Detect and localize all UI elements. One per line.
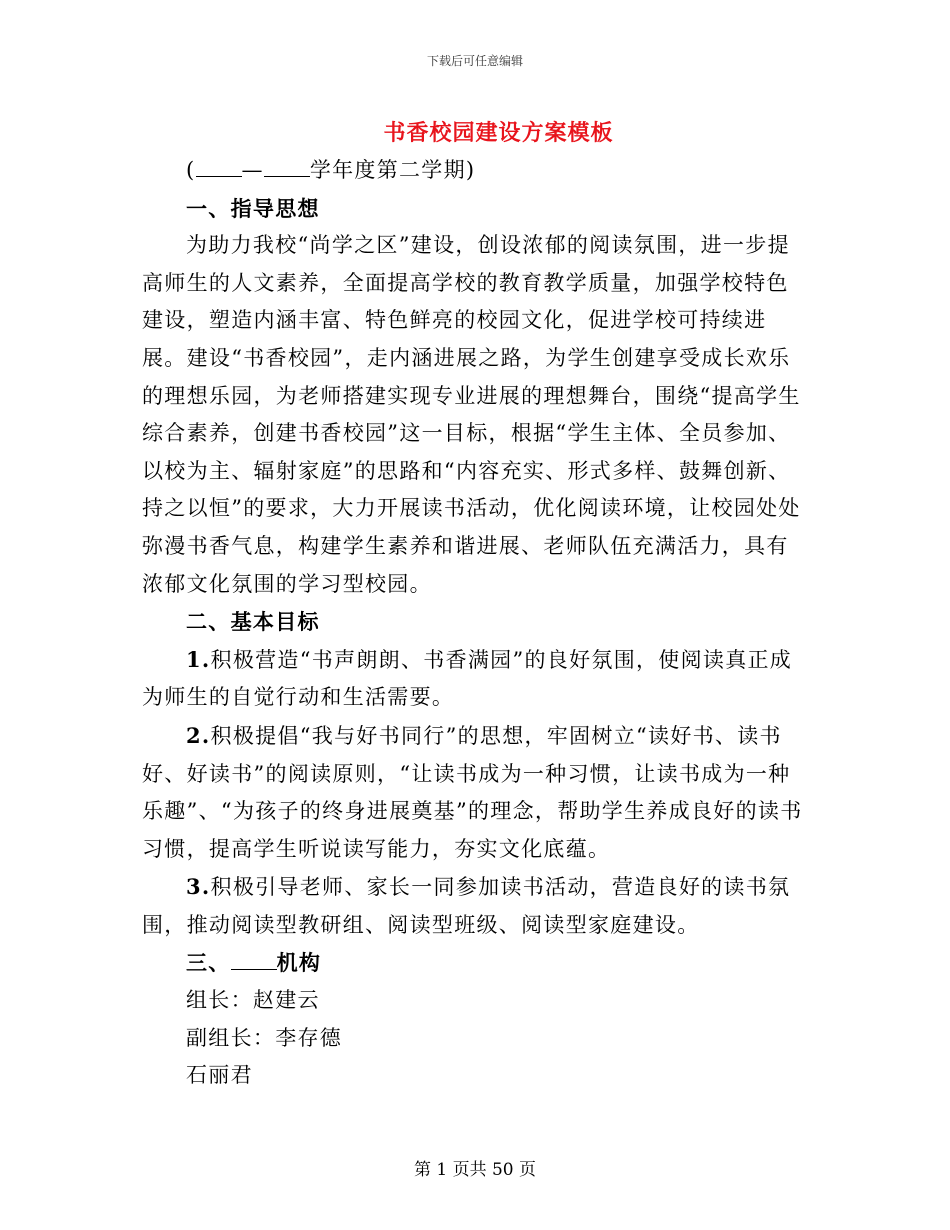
org-leader: 组长：赵建云	[186, 988, 320, 1013]
section3-heading-prefix: 三、	[186, 950, 231, 976]
term-blank-end	[264, 158, 310, 177]
goal-text: 积极引导老师、家长一同参加读书活动，营造良好的读书氛围，推动阅读型教研组、阅读型班级、阅读型家庭建设。	[142, 875, 791, 937]
header-note: 下载后可任意编辑	[426, 54, 523, 68]
term-rest: 学年度第二学期)	[309, 158, 476, 182]
term-blank-start	[196, 158, 242, 177]
goal-item-3	[142, 868, 804, 944]
goal-number: 2.	[186, 722, 211, 748]
org-member: 石丽君	[186, 1063, 253, 1088]
term-line	[142, 152, 804, 190]
goal-item-2	[142, 717, 804, 868]
goal-item-1	[142, 641, 804, 717]
section1-heading: 一、指导思想	[186, 195, 320, 221]
org-deputy-leader: 副组长：李存德	[186, 1025, 343, 1050]
goal-text: 积极提倡“我与好书同行”的思想，牢固树立“读好书、读书好、好读书”的阅读原则，“让读书成为一种习惯，让读书成为一种乐趣”、“为孩子的终身进展奠基”的理念，帮助学生养成良好的读书习惯，提高学生听说读写能力，夯实文化底蕴。	[142, 723, 803, 861]
section3-heading	[142, 944, 804, 982]
section3-heading-suffix: 机构	[276, 950, 322, 976]
goal-number: 1.	[186, 646, 211, 672]
goal-number: 3.	[186, 874, 211, 900]
page-footer: 第 1 页共 50 页	[413, 1160, 537, 1180]
document-body	[142, 152, 804, 1095]
document-title: 书香校园建设方案模板	[383, 120, 614, 146]
term-dash: —	[241, 158, 264, 182]
section3-heading-blank	[231, 951, 277, 970]
goal-text: 积极营造“书声朗朗、书香满园”的良好氛围，使阅读真正成为师生的自觉行动和生活需要。	[142, 647, 793, 710]
term-open: (	[186, 158, 196, 182]
section1-body: 为助力我校“尚学之区”建设，创设浓郁的阅读氛围，进一步提高师生的人文素养，全面提高学校的教育教学质量，加强学校特色建设，塑造内涵丰富、特色鲜亮的校园文化，促进学校可持续进展。建设“书香校园”，走内涵进展之路，为学生创建享受成长欢乐的理想乐园，为老师搭建实现专业进展的理想舞台，围绕“提高学生综合素养，创建书香校园”这一目标，根据“学生主体、全员参加、以校为主、辐射家庭”的思路和“内容充实、形式多样、鼓舞创新、持之以恒”的要求，大力开展读书活动，优化阅读环境，让校园处处弥漫书香气息，构建学生素养和谐进展、老师队伍充满活力，具有浓郁文化氛围的学习型校园。	[142, 233, 801, 596]
section2-heading: 二、基本目标	[186, 609, 320, 635]
